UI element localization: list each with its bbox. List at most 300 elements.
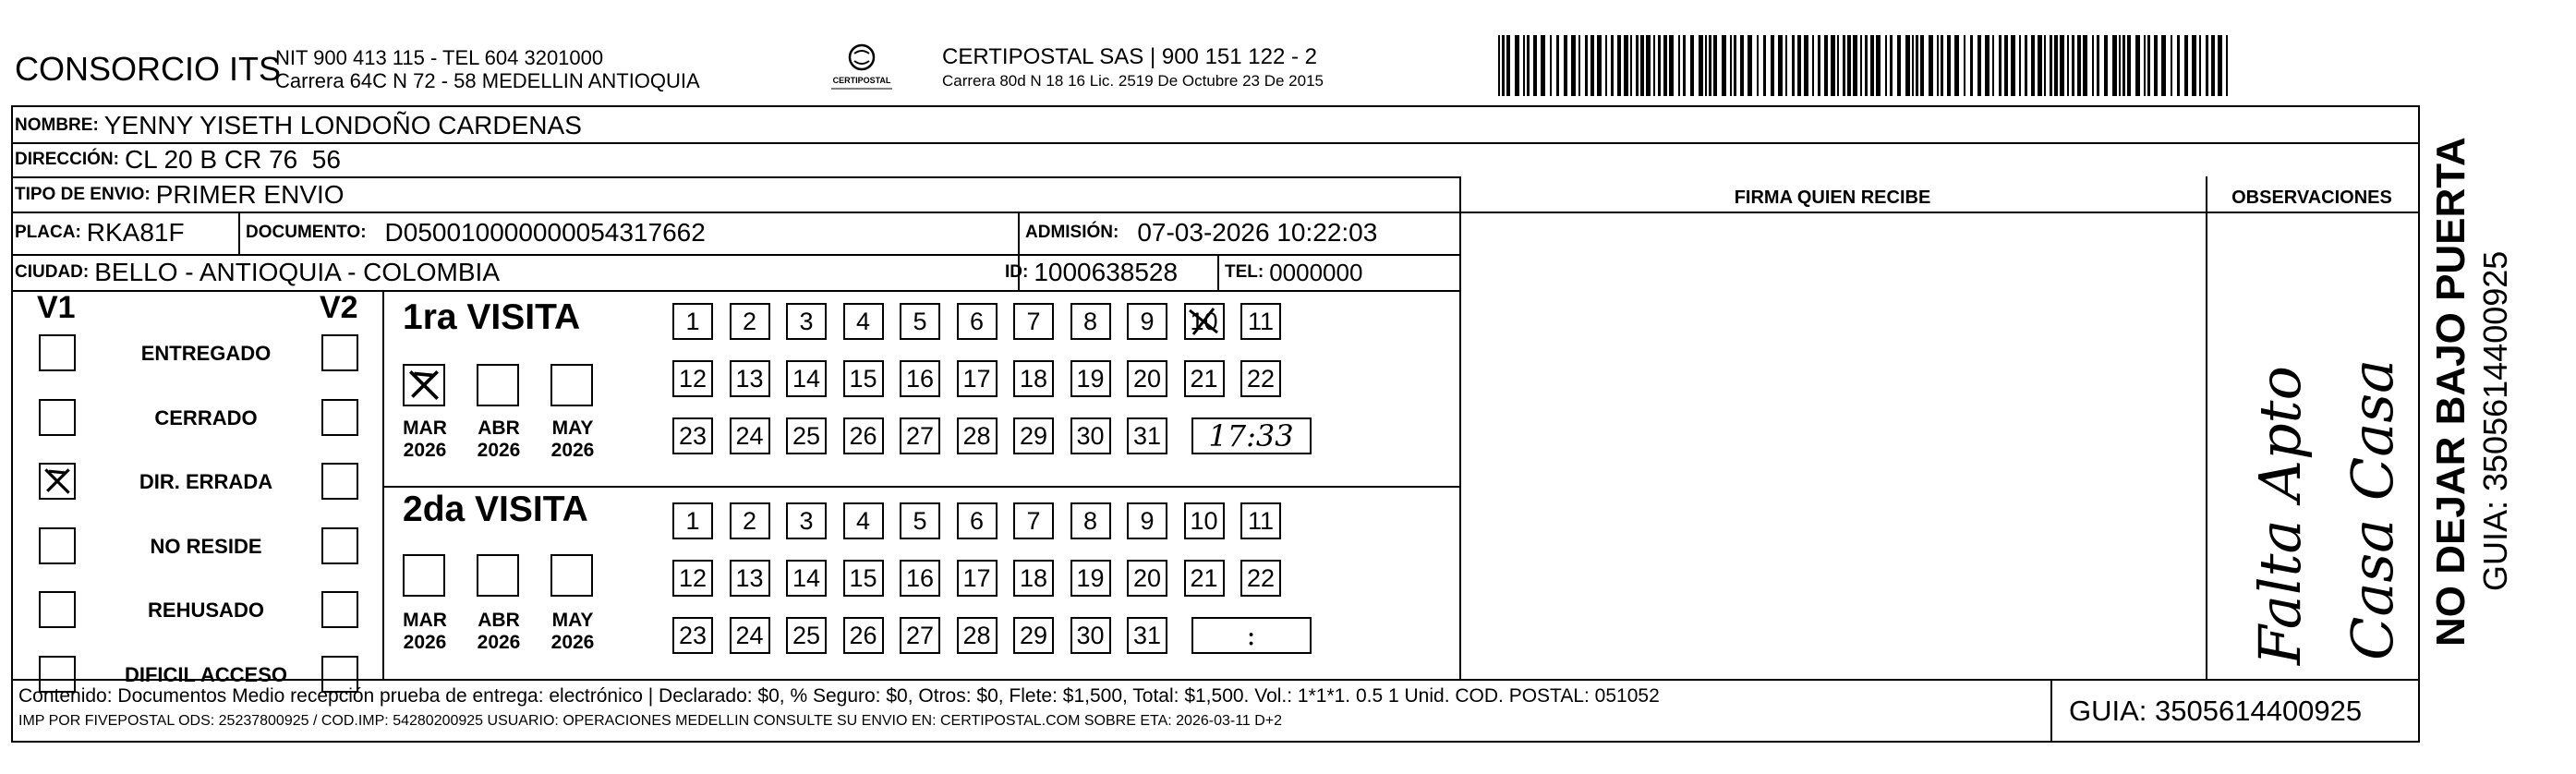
- barcode-bar: [2144, 35, 2146, 96]
- barcode-bar: [1597, 35, 1602, 96]
- right-border: [2418, 105, 2420, 743]
- day-number: 24: [735, 621, 764, 649]
- document-label: DOCUMENTO:: [246, 223, 367, 242]
- check-mark-icon: [41, 465, 74, 498]
- day-number: 8: [1082, 506, 1098, 535]
- day-box[interactable]: [957, 303, 998, 340]
- day-box[interactable]: [786, 502, 827, 539]
- first-visit-title: 1ra VISITA: [403, 297, 581, 337]
- day-box[interactable]: [957, 360, 998, 397]
- day-number: 14: [792, 364, 821, 393]
- day-box[interactable]: [900, 560, 940, 597]
- barcode-bar: [2122, 35, 2125, 96]
- day-number: 7: [1026, 506, 1041, 535]
- day-box[interactable]: [1013, 303, 1054, 340]
- day-number: 15: [849, 563, 877, 592]
- day-number: 5: [913, 506, 927, 535]
- day-box[interactable]: [1127, 417, 1167, 454]
- barcode-bar: [1870, 35, 1874, 96]
- barcode-bar: [1771, 35, 1774, 96]
- month-year: 2026: [477, 440, 521, 461]
- day-number: 12: [678, 364, 707, 393]
- shipment-type: PRIMER ENVIO: [155, 180, 345, 209]
- barcode-bar: [1748, 35, 1752, 96]
- day-box[interactable]: [672, 417, 713, 454]
- tel-divider: [1217, 254, 1219, 290]
- day-number: 14: [792, 563, 821, 592]
- day-number: 3: [799, 307, 814, 335]
- day-number: 31: [1132, 621, 1162, 649]
- day-box[interactable]: [786, 417, 827, 454]
- day-box[interactable]: [1013, 502, 1054, 539]
- barcode-bar: [2206, 35, 2208, 96]
- document-cell: [246, 216, 706, 249]
- day-number: 23: [678, 421, 707, 450]
- barcode-bar: [1515, 35, 1519, 96]
- day-box[interactable]: [1184, 360, 1225, 397]
- day-box[interactable]: [957, 617, 998, 654]
- barcode-bar: [2097, 35, 2099, 96]
- month-name: MAY: [551, 610, 594, 631]
- day-number: 28: [962, 421, 991, 450]
- visit-time-box[interactable]: 17:33: [1191, 417, 1312, 454]
- barcode-bar: [2147, 35, 2150, 96]
- barcode-bar: [1757, 35, 1759, 96]
- day-box[interactable]: [1127, 560, 1167, 597]
- barcode-bar: [2104, 35, 2108, 96]
- day-box[interactable]: [957, 502, 998, 539]
- day-box[interactable]: [730, 417, 770, 454]
- barcode-bar: [1865, 35, 1868, 96]
- barcode-bar: [2025, 35, 2027, 96]
- day-box[interactable]: [843, 560, 884, 597]
- barcode-bar: [1740, 35, 1744, 96]
- barcode-bar: [1713, 35, 1717, 96]
- city-value: BELLO - ANTIOQUIA - COLOMBIA: [94, 258, 500, 286]
- status-divider: [382, 290, 384, 679]
- barcode-bar: [1860, 35, 1862, 96]
- day-number: 19: [1076, 364, 1105, 393]
- day-number: 2: [742, 506, 757, 535]
- month-label: [545, 417, 600, 462]
- side-text: [2422, 120, 2514, 674]
- barcode-bar: [1763, 35, 1766, 96]
- type-row: [15, 178, 345, 212]
- footer-line: [11, 679, 2418, 681]
- barcode-bar: [1722, 35, 1726, 96]
- barcode-bar: [1705, 35, 1707, 96]
- day-box[interactable]: [672, 560, 713, 597]
- signature-col-line: [1459, 176, 1461, 679]
- barcode-bar: [1564, 35, 1567, 96]
- name-label: NOMBRE:: [15, 115, 99, 135]
- barcode-bar: [1605, 35, 1607, 96]
- v1-checkbox[interactable]: [39, 334, 76, 371]
- barcode-bar: [1653, 35, 1655, 96]
- day-number: 11: [1247, 307, 1275, 335]
- footer-guide: GUIA: 3505614400925: [2069, 695, 2363, 727]
- barcode-bar: [2226, 35, 2228, 96]
- day-number: 7: [1026, 307, 1041, 335]
- day-box[interactable]: [900, 303, 940, 340]
- city-row: [15, 256, 500, 289]
- day-box[interactable]: [1013, 617, 1054, 654]
- month-checkbox[interactable]: [477, 364, 519, 406]
- v1-checkbox[interactable]: [39, 591, 76, 628]
- day-box[interactable]: [843, 417, 884, 454]
- day-number: 25: [792, 421, 821, 450]
- barcode-bar: [1885, 35, 1887, 96]
- barcode-bar: [1571, 35, 1576, 96]
- day-box[interactable]: [672, 617, 713, 654]
- carrier-license: Carrera 80d N 18 16 Lic. 2519 De Octubre 23 De 2015: [942, 72, 1324, 90]
- admission-label: ADMISIÓN:: [1025, 223, 1119, 242]
- barcode-bar: [1929, 35, 1933, 96]
- barcode-bar: [2218, 35, 2222, 96]
- day-box[interactable]: [1013, 560, 1054, 597]
- day-box[interactable]: [1184, 502, 1225, 539]
- day-box[interactable]: [900, 502, 940, 539]
- barcode-bar: [1970, 35, 1973, 96]
- barcode-bar: [1506, 35, 1510, 96]
- barcode-bar: [1699, 35, 1703, 96]
- day-box[interactable]: [1240, 303, 1281, 340]
- day-number: 8: [1082, 307, 1098, 335]
- day-number: 17: [962, 563, 991, 592]
- day-number: 5: [913, 307, 927, 335]
- logo-text: CERTIPOSTAL: [832, 76, 891, 85]
- day-number: 25: [792, 621, 821, 649]
- month-label: [545, 610, 600, 654]
- day-box[interactable]: [900, 360, 940, 397]
- day-number: 22: [1246, 563, 1276, 592]
- barcode-bar: [2161, 35, 2166, 96]
- month-year: 2026: [550, 632, 595, 653]
- day-number: 15: [849, 364, 877, 393]
- barcode-bar: [1585, 35, 1588, 96]
- barcode-bar: [1785, 35, 1787, 96]
- barcode-bar: [1624, 35, 1628, 96]
- barcode: [1496, 35, 2235, 96]
- day-box[interactable]: [1127, 360, 1167, 397]
- barcode-bar: [1831, 35, 1835, 96]
- barcode-bar: [1778, 35, 1783, 96]
- certipostal-logo: [820, 41, 903, 96]
- day-number: 9: [1140, 506, 1155, 535]
- status-label: NO RESIDE: [150, 534, 262, 558]
- day-box[interactable]: [786, 303, 827, 340]
- handwriting-line-1: Falta Apto: [2246, 366, 2314, 665]
- side-guide: GUIA: 3505614400925: [2476, 250, 2514, 591]
- city-label: CIUDAD:: [15, 262, 90, 282]
- barcode-bar: [1977, 35, 1981, 96]
- barcode-bar: [2127, 35, 2131, 96]
- day-number: 1: [685, 506, 700, 535]
- month-name: MAR: [403, 610, 447, 631]
- day-number: 24: [735, 421, 764, 450]
- day-number: 10: [1190, 506, 1218, 535]
- footer-contents: Contenido: Documentos Medio recepción prueba de entrega: electrónico | Declarado: $0, % Seguro: $0, Otros: $0, Flete: $1,500, Total: $1,500. Vol.: 1*1*1. 0.5 1 Unid. COD. POSTAL: 051052: [18, 685, 1660, 707]
- day-number: 9: [1140, 307, 1155, 335]
- day-number: 23: [678, 621, 707, 649]
- barcode-bar: [1876, 35, 1881, 96]
- barcode-bar: [1818, 35, 1820, 96]
- barcode-bar: [2011, 35, 2015, 96]
- handwritten-note: [2226, 305, 2411, 674]
- v2-checkbox[interactable]: [321, 399, 358, 436]
- barcode-bar: [1890, 35, 1893, 96]
- month-checkbox[interactable]: [477, 554, 519, 597]
- recipient-address: CL 20 B CR 76 56: [124, 145, 341, 174]
- day-number: 11: [1247, 506, 1275, 535]
- barcode-bar: [1611, 35, 1614, 96]
- barcode-bar: [1646, 35, 1651, 96]
- barcode-bar: [2119, 35, 2121, 96]
- day-box[interactable]: [1127, 303, 1167, 340]
- barcode-bar: [1678, 35, 1680, 96]
- day-box[interactable]: [1013, 360, 1054, 397]
- barcode-bar: [1533, 35, 1537, 96]
- day-number: 21: [1190, 563, 1218, 592]
- company-name: CONSORCIO ITS: [15, 50, 282, 88]
- month-label: [397, 610, 453, 654]
- admission-value: 07-03-2026 10:22:03: [1137, 218, 1378, 247]
- barcode-bar: [1812, 35, 1814, 96]
- barcode-bar: [1941, 35, 1943, 96]
- day-box[interactable]: [1240, 360, 1281, 397]
- v2-checkbox[interactable]: [321, 463, 358, 500]
- tel-label: TEL:: [1225, 262, 1264, 282]
- month-checkbox[interactable]: [403, 364, 445, 406]
- barcode-bar: [1556, 35, 1559, 96]
- left-border: [11, 105, 13, 743]
- barcode-bar: [1690, 35, 1694, 96]
- day-box[interactable]: [1240, 560, 1281, 597]
- day-number: 26: [849, 621, 877, 649]
- day-box[interactable]: [1070, 617, 1111, 654]
- day-box[interactable]: [1240, 502, 1281, 539]
- day-box[interactable]: [1184, 303, 1225, 340]
- day-number: 13: [735, 563, 764, 592]
- day-number: 6: [969, 307, 985, 335]
- handwriting-line-2: Casa Casa: [2339, 358, 2406, 660]
- signature-header: FIRMA QUIEN RECIBE: [1734, 187, 1931, 208]
- check-mark-icon: [405, 366, 443, 405]
- barcode-bar: [1527, 35, 1530, 96]
- barcode-bar: [2211, 35, 2215, 96]
- barcode-bar: [1523, 35, 1525, 96]
- day-box[interactable]: [843, 617, 884, 654]
- day-number: 6: [969, 506, 985, 535]
- recipient-name: YENNY YISETH LONDOÑO CARDENAS: [103, 111, 582, 139]
- day-box[interactable]: [1184, 560, 1225, 597]
- day-box[interactable]: [672, 303, 713, 340]
- id-label: ID:: [1005, 262, 1029, 282]
- tel-cell: [1225, 256, 1362, 289]
- barcode-bar: [2067, 35, 2069, 96]
- v1-checkbox[interactable]: [39, 399, 76, 436]
- no-dejar-warning: NO DEJAR BAJO PUERTA: [2428, 137, 2473, 647]
- day-number: 16: [905, 364, 935, 393]
- day-box[interactable]: [1070, 417, 1111, 454]
- day-box[interactable]: [730, 560, 770, 597]
- barcode-bar: [2060, 35, 2064, 96]
- day-box[interactable]: [843, 360, 884, 397]
- day-number: 30: [1076, 421, 1105, 450]
- footer-guide-divider: [2050, 679, 2052, 741]
- barcode-bar: [2092, 35, 2094, 96]
- v1-checkbox[interactable]: [39, 463, 76, 500]
- day-box[interactable]: [730, 617, 770, 654]
- day-box[interactable]: [786, 360, 827, 397]
- admission-cell: [1025, 216, 1377, 249]
- visits-divider: [382, 486, 1459, 488]
- barcode-bar: [1824, 35, 1828, 96]
- day-number: 12: [678, 563, 707, 592]
- tel-value: 0000000: [1269, 258, 1363, 286]
- month-checkbox[interactable]: [550, 554, 593, 597]
- day-number: 3: [799, 506, 814, 535]
- row-line-3: [11, 212, 2418, 213]
- day-box[interactable]: [1127, 617, 1167, 654]
- day-mark-icon: [1186, 305, 1223, 338]
- day-box[interactable]: [1070, 360, 1111, 397]
- barcode-bar: [1630, 35, 1632, 96]
- day-box[interactable]: [957, 560, 998, 597]
- day-box[interactable]: [786, 560, 827, 597]
- type-label: TIPO DE ENVIO:: [15, 185, 151, 204]
- day-box[interactable]: [1070, 502, 1111, 539]
- month-label: [397, 417, 453, 462]
- day-box[interactable]: [1070, 303, 1111, 340]
- barcode-bar: [1797, 35, 1801, 96]
- day-number: 16: [905, 563, 935, 592]
- day-box[interactable]: [1070, 560, 1111, 597]
- v2-checkbox[interactable]: [321, 591, 358, 628]
- barcode-bar: [2083, 35, 2087, 96]
- barcode-bar: [1837, 35, 1839, 96]
- v2-checkbox[interactable]: [321, 527, 358, 564]
- barcode-bar: [1954, 35, 1959, 96]
- day-number: 21: [1190, 364, 1218, 393]
- company-nit: NIT 900 413 115 - TEL 604 3201000: [275, 46, 604, 69]
- barcode-bar: [1709, 35, 1711, 96]
- day-box[interactable]: [900, 417, 940, 454]
- carrier-name: CERTIPOSTAL SAS | 900 151 122 - 2: [942, 44, 1317, 69]
- day-box[interactable]: [730, 303, 770, 340]
- barcode-bar: [2177, 35, 2180, 96]
- day-box[interactable]: [900, 617, 940, 654]
- day-box[interactable]: [843, 303, 884, 340]
- barcode-bar: [1916, 35, 1918, 96]
- barcode-bar: [2184, 35, 2188, 96]
- v2-checkbox[interactable]: [321, 334, 358, 371]
- barcode-bar: [1964, 35, 1965, 96]
- status-label: REHUSADO: [148, 599, 264, 622]
- barcode-bar: [2199, 35, 2201, 96]
- barcode-bar: [1897, 35, 1901, 96]
- day-number: 27: [905, 421, 935, 450]
- day-number: 4: [855, 307, 871, 335]
- month-checkbox[interactable]: [550, 364, 593, 406]
- v1-checkbox[interactable]: [39, 527, 76, 564]
- day-box[interactable]: [843, 502, 884, 539]
- barcode-bar: [1947, 35, 1951, 96]
- plate-value: RKA81F: [86, 218, 185, 247]
- barcode-bar: [1792, 35, 1795, 96]
- day-number: 30: [1076, 621, 1105, 649]
- day-number: 13: [735, 364, 764, 393]
- day-number: 18: [1019, 364, 1048, 393]
- observations-col-line: [2206, 176, 2207, 679]
- month-name: ABR: [478, 610, 520, 631]
- status-label: ENTREGADO: [140, 342, 272, 365]
- barcode-bar: [2019, 35, 2021, 96]
- month-label: [471, 610, 526, 654]
- day-number: 19: [1076, 563, 1105, 592]
- day-box[interactable]: [1013, 417, 1054, 454]
- barcode-bar: [1937, 35, 1939, 96]
- month-year: 2026: [403, 440, 447, 461]
- barcode-bar: [1669, 35, 1674, 96]
- barcode-bar: [1640, 35, 1644, 96]
- status-label: DIR. ERRADA: [139, 470, 273, 493]
- day-box[interactable]: [672, 360, 713, 397]
- status-label: CERRADO: [154, 405, 258, 429]
- day-box[interactable]: [786, 617, 827, 654]
- month-label: [471, 417, 526, 462]
- top-border: [11, 105, 2420, 107]
- company-address: Carrera 64C N 72 - 58 MEDELLIN ANTIOQUIA: [275, 69, 700, 92]
- plate-label: PLACA:: [15, 223, 81, 242]
- barcode-bar: [1985, 35, 1989, 96]
- barcode-bar: [1905, 35, 1910, 96]
- day-number: 1: [685, 307, 700, 335]
- barcode-bar: [1804, 35, 1808, 96]
- day-number: 18: [1019, 563, 1048, 592]
- barcode-bar: [2192, 35, 2196, 96]
- day-box[interactable]: [730, 360, 770, 397]
- id-value: 1000638528: [1034, 258, 1179, 286]
- month-checkbox[interactable]: [403, 554, 445, 597]
- barcode-bar: [1683, 35, 1686, 96]
- barcode-bar: [2077, 35, 2081, 96]
- day-box[interactable]: [730, 502, 770, 539]
- day-box[interactable]: [1127, 502, 1167, 539]
- name-row: [15, 109, 582, 142]
- barcode-bar: [1617, 35, 1621, 96]
- visit-time-box[interactable]: :: [1191, 617, 1312, 654]
- day-number: 17: [962, 364, 991, 393]
- month-year: 2026: [550, 440, 595, 461]
- observations-header: OBSERVACIONES: [2231, 187, 2392, 208]
- barcode-bar: [2112, 35, 2117, 96]
- row-line-5: [11, 290, 1459, 292]
- day-box[interactable]: [957, 417, 998, 454]
- day-number: 26: [849, 421, 877, 450]
- barcode-bar: [2004, 35, 2008, 96]
- status-label: DIFICIL ACCESO: [124, 662, 287, 686]
- day-number: 27: [905, 621, 935, 649]
- barcode-bar: [2171, 35, 2172, 96]
- barcode-bar: [2038, 35, 2042, 96]
- day-number: 10: [1190, 307, 1218, 335]
- barcode-bar: [1853, 35, 1857, 96]
- barcode-bar: [2044, 35, 2046, 96]
- month-name: MAR: [403, 417, 447, 439]
- day-box[interactable]: [672, 502, 713, 539]
- month-name: ABR: [478, 417, 520, 439]
